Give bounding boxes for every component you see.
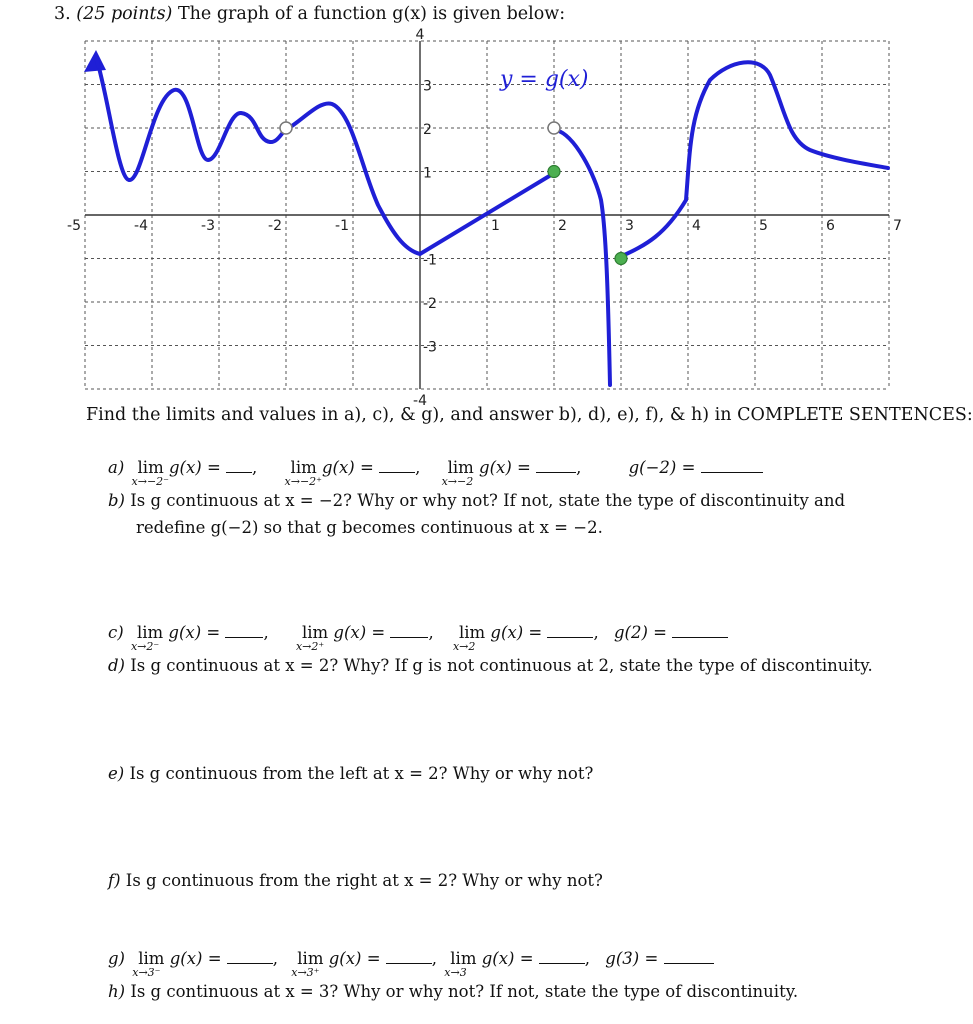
lim-subscript: x→−2⁻ — [131, 475, 169, 488]
arrowhead-icon — [84, 50, 106, 72]
question-e-label: e) — [108, 764, 125, 783]
x-tick-label: 6 — [826, 218, 835, 234]
lim-subscript: x→3⁻ — [132, 966, 161, 979]
x-tick-label: -2 — [268, 218, 282, 234]
question-h-label: h) — [108, 982, 126, 1001]
answer-blank[interactable] — [664, 949, 714, 964]
question-e-text: Is g continuous from the left at x = 2? Why or why not? — [129, 764, 594, 783]
answer-blank[interactable] — [227, 949, 273, 964]
x-tick-label: 7 — [893, 218, 902, 234]
x-tick-label: 1 — [491, 218, 500, 234]
lim-word: lim — [447, 458, 474, 477]
lim-subscript: x→2⁺ — [295, 640, 325, 653]
question-b-line2: redefine g(−2) so that g becomes continuous at x = −2. — [136, 518, 603, 537]
x-tick-label: 3 — [625, 218, 634, 234]
question-b-line1: Is g continuous at x = −2? Why or why not? If not, state the type of discontinuity and — [130, 491, 846, 510]
question-f-text: Is g continuous from the right at x = 2? Why or why not? — [125, 871, 603, 890]
limit-1 — [131, 458, 169, 488]
answer-blank[interactable] — [539, 949, 585, 964]
x-tick-label: -5 — [67, 218, 81, 234]
lim-subscript: x→2 — [452, 640, 476, 653]
limit-1 — [130, 623, 164, 653]
question-g: g) lim x→3⁻ g(x) = , lim x→3⁺ g(x) = , lim x→3 g(x) = , g(3) = — [108, 949, 714, 968]
lim-subscript: x→3⁺ — [291, 966, 320, 979]
y-tick-label: 3 — [423, 78, 432, 95]
answer-blank[interactable] — [701, 458, 763, 473]
function-value: g(3) = — [605, 949, 664, 968]
x-tick-label: 5 — [759, 218, 768, 234]
question-h-text: Is g continuous at x = 3? Why or why not? If not, state the type of discontinuity. — [130, 982, 799, 1001]
question-a-label: a) — [108, 458, 125, 477]
x-tick-label: -4 — [134, 218, 148, 234]
closed-point — [615, 253, 627, 265]
curve-label: y = g(x) — [500, 67, 589, 92]
question-d-label: d) — [108, 656, 125, 675]
answer-blank[interactable] — [386, 949, 432, 964]
closed-point — [548, 166, 560, 178]
lim-word: lim — [137, 458, 164, 477]
answer-blank[interactable] — [390, 623, 428, 638]
open-point — [280, 122, 292, 134]
y-tick-label: 4 — [415, 27, 425, 43]
lim-word: lim — [450, 949, 477, 968]
function-expr: g(x) = — [168, 458, 227, 477]
limit-1 — [132, 949, 165, 979]
question-b — [108, 491, 845, 510]
function-expr: g(x) = — [322, 458, 380, 477]
answer-blank[interactable] — [379, 458, 415, 473]
lim-subscript: x→−2⁺ — [284, 475, 322, 488]
question-a: a) lim x→−2⁻ g(x) = , lim x→−2⁺ g(x) = , lim x→−2 g(x) = , g(−2) = — [108, 458, 763, 477]
lim-word: lim — [290, 458, 317, 477]
question-c: c) lim x→2⁻ g(x) = , lim x→2⁺ g(x) = , lim x→2 g(x) = , g(2) = — [108, 623, 728, 642]
x-tick-labels — [67, 218, 902, 234]
problem-points: (25 points) — [76, 4, 173, 24]
limit-3 — [441, 458, 474, 488]
function-expr: g(x) = — [328, 949, 386, 968]
function-expr: g(x) = — [168, 623, 226, 642]
function-expr: g(x) = — [333, 623, 391, 642]
question-b-label: b) — [108, 491, 125, 510]
question-f-label: f) — [108, 871, 121, 890]
answer-blank[interactable] — [225, 623, 263, 638]
lim-word: lim — [301, 623, 329, 642]
y-tick-label: 2 — [423, 122, 432, 138]
question-g-label: g) — [108, 949, 125, 968]
problem-statement: The graph of a function g(x) is given below: — [177, 4, 566, 24]
question-c-label: c) — [108, 623, 124, 642]
function-expr: g(x) = — [490, 623, 548, 642]
y-tick-label: -2 — [423, 296, 437, 312]
question-f — [108, 871, 603, 890]
question-d-text: Is g continuous at x = 2? Why? If g is not continuous at 2, state the type of discontinuity. — [130, 656, 873, 675]
limit-2 — [284, 458, 322, 488]
curve-piece-middle — [286, 103, 556, 254]
y-tick-label: 1 — [423, 165, 432, 182]
limit-2 — [291, 949, 324, 979]
lim-subscript: x→2⁻ — [130, 640, 160, 653]
curve-piece-descending — [556, 130, 610, 385]
function-expr: g(x) = — [169, 949, 227, 968]
answer-blank[interactable] — [536, 458, 576, 473]
lim-word: lim — [138, 949, 165, 968]
limit-2 — [295, 623, 329, 653]
lim-subscript: x→3 — [444, 966, 467, 979]
open-point — [548, 122, 560, 134]
answer-blank[interactable] — [547, 623, 593, 638]
x-tick-label: -3 — [201, 218, 215, 234]
function-value: g(2) = — [613, 623, 673, 642]
limit-3 — [444, 949, 477, 979]
function-expr: g(x) = — [479, 458, 537, 477]
problem-number: 3. — [54, 4, 71, 24]
curve-piece-left — [96, 57, 286, 180]
limit-3 — [452, 623, 486, 653]
y-tick-label: -3 — [423, 339, 437, 356]
answer-blank[interactable] — [672, 623, 728, 638]
answer-blank[interactable] — [226, 458, 252, 473]
lim-word: lim — [136, 623, 164, 642]
question-d — [108, 656, 873, 675]
x-tick-label: -1 — [335, 218, 349, 234]
lim-subscript: x→−2 — [441, 475, 474, 488]
function-graph — [0, 0, 934, 409]
lim-word: lim — [297, 949, 324, 968]
y-tick-label: -4 — [413, 393, 427, 409]
y-tick-label: -1 — [423, 252, 437, 269]
function-value: g(−2) = — [628, 458, 701, 477]
x-tick-label: 4 — [692, 218, 701, 234]
x-tick-label: 2 — [558, 218, 567, 234]
function-expr: g(x) = — [481, 949, 539, 968]
instructions: Find the limits and values in a), c), & g), and answer b), d), e), f), & h) in COMPLETE SENTENCES: — [86, 405, 973, 425]
question-h — [108, 982, 798, 1001]
lim-word: lim — [458, 623, 486, 642]
question-e — [108, 764, 593, 783]
